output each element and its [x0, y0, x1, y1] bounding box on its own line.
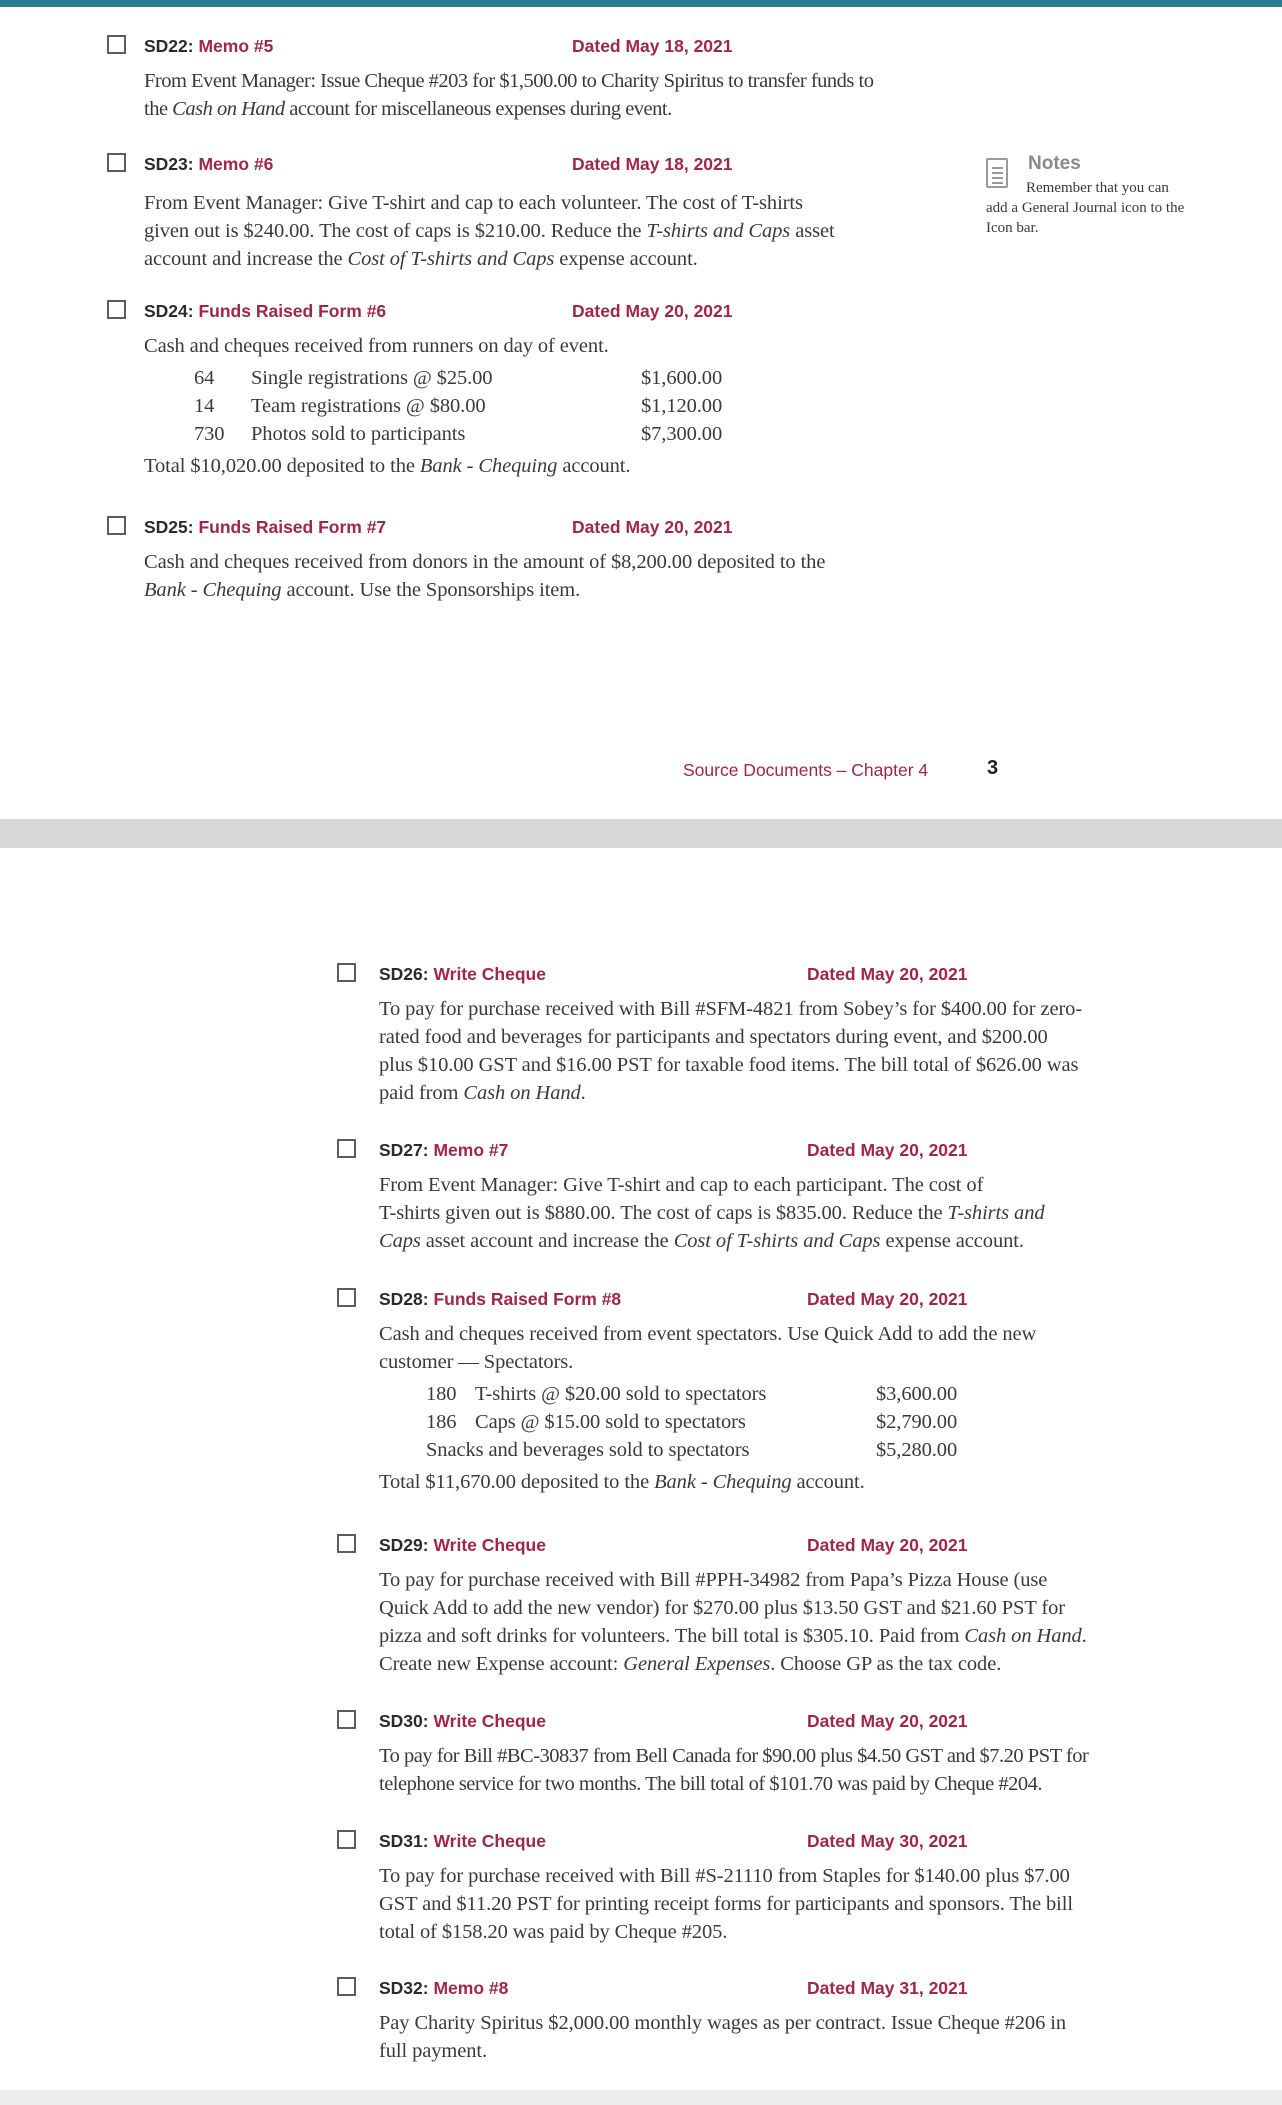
page-separator [0, 819, 1282, 848]
bottom-bar [0, 2090, 1282, 2105]
source-doc-sd28 [337, 1288, 1217, 1496]
sd23-checkbox[interactable] [107, 153, 126, 172]
sd26-date: Dated May 20, 2021 [807, 964, 968, 984]
sd27-number: SD27: [379, 1140, 429, 1160]
sd29-checkbox[interactable] [337, 1534, 356, 1553]
sd28-checkbox[interactable] [337, 1288, 356, 1307]
sd32-checkbox[interactable] [337, 1977, 356, 1996]
sd28-number: SD28: [379, 1289, 429, 1309]
sd32-date: Dated May 31, 2021 [807, 1978, 968, 1998]
sd25-number: SD25: [144, 517, 194, 537]
top-accent-bar [0, 0, 1282, 7]
sd29-number: SD29: [379, 1535, 429, 1555]
table-row: 186 Caps @ $15.00 sold to spectators $2,790.00 [426, 1411, 958, 1433]
source-doc-sd22 [107, 35, 967, 123]
sd32-type: Memo #8 [433, 1978, 509, 1998]
sd30-number: SD30: [379, 1711, 429, 1731]
sd25-date: Dated May 20, 2021 [572, 517, 733, 537]
sd26-checkbox[interactable] [337, 963, 356, 982]
notes-text: Remember that you can add a General Journal icon to the Icon bar. [986, 180, 1185, 236]
source-doc-sd32 [337, 1977, 1217, 2065]
table-row: 180 T-shirts @ $20.00 sold to spectators $3,600.00 [426, 1383, 958, 1405]
sd23-type: Memo #6 [198, 154, 274, 174]
sd27-date: Dated May 20, 2021 [807, 1140, 968, 1160]
sd30-body: To pay for Bill #BC-30837 from Bell Canada for $90.00 plus $4.50 GST and $7.20 PST for telephone service for two months. The bill total of $101.70 was paid by Cheque #204. [379, 1745, 1089, 1795]
source-doc-sd25 [107, 516, 967, 604]
source-doc-sd24 [107, 300, 967, 480]
sd31-date: Dated May 30, 2021 [807, 1831, 968, 1851]
sd32-number: SD32: [379, 1978, 429, 1998]
sd24-items-table [144, 364, 967, 448]
sd26-type: Write Cheque [433, 964, 546, 984]
sd28-body: Cash and cheques received from event spectators. Use Quick Add to add the new customer — Spectators. 180 T-shirts @ $20.00 sold to spectators $3,600.00 186 Caps @ $15.00 sold to spectators $2,790.00 Snacks and beverages sold to spectators $5,280.00 Total $11,670.00 deposited to the Bank - Chequing account. [379, 1320, 1217, 1496]
sd27-body: From Event Manager: Give T-shirt and cap to each participant. The cost of T-shirts given out is $880.00. The cost of caps is $835.00. Reduce the T-shirts and Caps asset account and increase the Cost of T-shirts and Caps expense account. [379, 1174, 1045, 1252]
sd31-checkbox[interactable] [337, 1830, 356, 1849]
sd22-date: Dated May 18, 2021 [572, 36, 733, 56]
notes-title: Notes [1028, 153, 1081, 174]
sd30-date: Dated May 20, 2021 [807, 1711, 968, 1731]
sd22-body: From Event Manager: Issue Cheque #203 for $1,500.00 to Charity Spiritus to transfer funds to the Cash on Hand account for miscellaneous expenses during event. [144, 70, 874, 120]
sd24-checkbox[interactable] [107, 300, 126, 319]
source-doc-sd27 [337, 1139, 1217, 1255]
sd32-body: Pay Charity Spiritus $2,000.00 monthly wages as per contract. Issue Cheque #206 in full payment. [379, 2012, 1066, 2062]
sd24-type: Funds Raised Form #6 [198, 301, 387, 321]
sd31-body: To pay for purchase received with Bill #S-21110 from Staples for $140.00 plus $7.00 GST and $11.20 PST for printing receipt forms for participants and sponsors. The bill total of $158.20 was paid by Cheque #205. [379, 1865, 1073, 1943]
sd30-type: Write Cheque [433, 1711, 546, 1731]
sd28-date: Dated May 20, 2021 [807, 1289, 968, 1309]
sd23-number: SD23: [144, 154, 194, 174]
sd25-checkbox[interactable] [107, 516, 126, 535]
sd26-number: SD26: [379, 964, 429, 984]
sd29-body: To pay for purchase received with Bill #PPH-34982 from Papa’s Pizza House (use Quick Add to add the new vendor) for $270.00 plus $13.50 GST and $21.60 PST for pizza and soft drinks for volunteers. The bill total is $305.10. Paid from Cash on Hand. Create new Expense account: General Expenses. Choose GP as the tax code. [379, 1569, 1087, 1675]
table-row: 14 Team registrations @ $80.00 $1,120.00 [194, 395, 723, 417]
footer-title: Source Documents – Chapter 4 [683, 760, 929, 780]
sd23-date: Dated May 18, 2021 [572, 154, 733, 174]
table-row: Snacks and beverages sold to spectators $5,280.00 [426, 1439, 958, 1461]
sd26-body: To pay for purchase received with Bill #SFM-4821 from Sobey’s for $400.00 for zero- rated food and beverages for participants and spectators during event, and $200.00 plus $10.00 GST and $16.00 PST for taxable food items. The bill total of $626.00 was paid from Cash on Hand. [379, 998, 1083, 1104]
source-doc-sd26 [337, 963, 1217, 1107]
sd30-checkbox[interactable] [337, 1710, 356, 1729]
sd25-type: Funds Raised Form #7 [198, 517, 387, 537]
sd22-number: SD22: [144, 36, 194, 56]
sd29-date: Dated May 20, 2021 [807, 1535, 968, 1555]
sd23-body: From Event Manager: Give T-shirt and cap to each volunteer. The cost of T-shirts given out is $240.00. The cost of caps is $210.00. Reduce the T-shirts and Caps asset account and increase the Cost of T-shirts and Caps expense account. [144, 192, 835, 270]
sd24-number: SD24: [144, 301, 194, 321]
sd24-body: Cash and cheques received from runners on day of event. 64 Single registrations @ $25.00 $1,600.00 14 Team registrations @ $80.00 $1,120.00 730 Photos sold to participants $7,300.00 Total $10,020.00 deposited to the Bank - Chequing account. [144, 332, 967, 480]
source-doc-sd29 [337, 1534, 1217, 1678]
source-doc-sd30 [337, 1710, 1217, 1798]
page-number: 3 [987, 757, 999, 779]
sd22-type: Memo #5 [198, 36, 274, 56]
sd27-type: Memo #7 [433, 1140, 509, 1160]
sd27-checkbox[interactable] [337, 1139, 356, 1158]
sd31-type: Write Cheque [433, 1831, 546, 1851]
table-row: 730 Photos sold to participants $7,300.00 [194, 423, 723, 445]
source-doc-sd23 [107, 153, 967, 273]
table-row: 64 Single registrations @ $25.00 $1,600.00 [194, 367, 723, 389]
sd22-checkbox[interactable] [107, 35, 126, 54]
sd29-type: Write Cheque [433, 1535, 546, 1555]
sd28-type: Funds Raised Form #8 [433, 1289, 622, 1309]
sd28-items-table [379, 1380, 1217, 1464]
sd31-number: SD31: [379, 1831, 429, 1851]
sd24-date: Dated May 20, 2021 [572, 301, 733, 321]
source-doc-sd31 [337, 1830, 1217, 1946]
sd25-body: Cash and cheques received from donors in the amount of $8,200.00 deposited to the Bank - Chequing account. Use the Sponsorships item. [144, 551, 826, 601]
